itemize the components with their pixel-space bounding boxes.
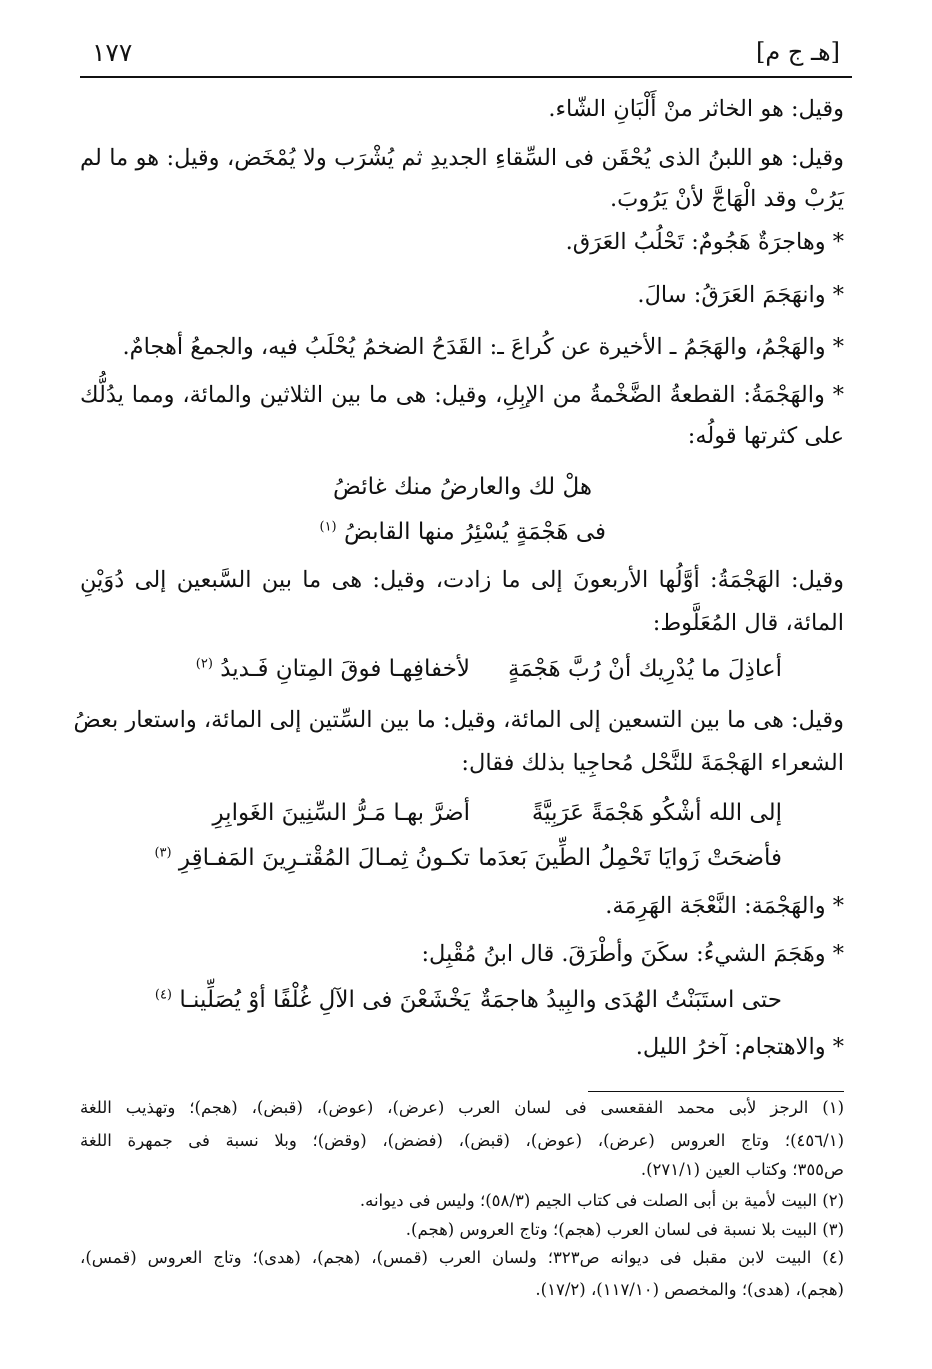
verse-line bbox=[319, 519, 606, 545]
page-number: ١٧٧ bbox=[92, 38, 133, 67]
text-line: * والاهتجام: آخرُ الليل. bbox=[635, 1034, 844, 1060]
text-line: الشعراء الهَجْمَةَ للنَّحْل مُحاجِيا بذلك فقال: bbox=[461, 750, 844, 776]
footnote-line: (٢) البيت لأمية بن أبى الصلت فى كتاب الجيم (٥٨/٣)؛ وليس فى ديوانه. bbox=[359, 1191, 844, 1210]
verse-text: يَخْشَعْنَ فى الآلِ غُلْفًا أوْ يُصَلِّينـا bbox=[179, 987, 470, 1013]
verse-text: لأخفافِهـا فوقَ المِتانِ فَـديدُ bbox=[220, 656, 470, 682]
text-line: على كثرتها قولُه: bbox=[687, 423, 844, 449]
text-line: * والهَجْمُ، والهَجَمُ ـ الأخيرة عن كُراعَ ـ: القَدَحُ الضخمُ يُحْلَبُ فيه، والجمعُ أهجامٌ. bbox=[122, 334, 844, 360]
text-line: * وانهَجَمَ العَرَقُ: سالَ. bbox=[637, 282, 844, 308]
footnote-ref: (٢) bbox=[195, 656, 213, 672]
verse-hemistich-left bbox=[154, 845, 470, 871]
verse-hemistich-left bbox=[170, 656, 470, 682]
verse-text: تكـونُ ثِمـالَ المُقْتـرِينَ المَفـاقِرِ bbox=[178, 845, 470, 871]
verse-hemistich-right: أعاذِلَ ما يُدْرِيك أنْ رُبَّ هَجْمَةٍ bbox=[508, 656, 782, 682]
verse-hemistich-left bbox=[154, 987, 470, 1013]
text-line: * وهَجَمَ الشيءُ: سكَنَ وأطْرَقَ. قال ابنُ مُقْبِل: bbox=[421, 941, 844, 967]
text-line: * والهَجْمَة: النَّعْجَة الهَرِمَة. bbox=[605, 893, 844, 919]
footnote-line: (٤٥٦/١)؛ وتاج العروس (عرض)، (عوض)، (قبض)، (فضض)، (وقض)؛ وبلا نسبة فى جمهرة اللغة bbox=[80, 1131, 844, 1150]
text-line: * وهاجرَةٌ هَجُومٌ: تَحْلُبُ العَرَق. bbox=[565, 229, 844, 255]
text-line: وقيل: الهَجْمَةُ: أوَّلُها الأربعونَ إلى ما زادت، وقيل: هى ما بين السَّبعين إلى دُوَيْنِ bbox=[80, 567, 844, 593]
verse-hemistich-right: فأضحَتْ زَوايَا تَحْمِلُ الطِّينَ بَعدَما bbox=[478, 845, 782, 871]
text-line: يَرُبْ وقد الْهَاجَّ لأنْ يَرُوبَ. bbox=[610, 186, 844, 212]
root-header: [هـ ج م] bbox=[755, 38, 840, 66]
footnote-ref: (٤) bbox=[154, 987, 172, 1003]
text-line: المائة، قال المُعَلَّوط: bbox=[652, 610, 844, 636]
verse-line: هلْ لك والعارضُ منك غائضُ bbox=[333, 474, 592, 500]
text-line: * والهَجْمَةُ: القطعةُ الضَّخْمةُ من الإبِلِ، وقيل: هى ما بين الثلاثين والمائة، ومما يدُلُّك bbox=[80, 382, 844, 408]
text-line: وقيل: هو اللبنُ الذى يُحْقَن فى السِّقاءِ الجديدِ ثم يُشْرَب ولا يُمْخَض، وقيل: هو ما لم bbox=[80, 145, 844, 171]
footnote-line: (٣) البيت بلا نسبة فى لسان العرب (هجم)؛ وتاج العروس (هجم). bbox=[405, 1220, 844, 1239]
verse-text: فى هَجْمَةٍ يُسْئِرُ منها القابضُ bbox=[343, 519, 606, 545]
verse-hemistich-right: إلى الله أشْكُو هَجْمَةً عَرَبِيَّةً bbox=[531, 800, 782, 826]
header-rule bbox=[80, 76, 852, 78]
footnote-line: (هجم)، (هدى)؛ والمخصص (١١٧/١٠)، (١٧/٢). bbox=[535, 1280, 844, 1299]
text-line: وقيل: هى ما بين التسعين إلى المائة، وقيل: ما بين السِّتين إلى المائة، واستعار بعضُ bbox=[73, 707, 844, 733]
footnote-line: (١) الرجز لأبى محمد الفقعسى فى لسان العرب (عرض)، (عوض)، (قبض)، (هجم)؛ وتهذيب اللغة bbox=[80, 1098, 844, 1117]
footnote-line: (٤) البيت لابن مقبل فى ديوانه ص٣٢٣؛ ولسان العرب (قمس)، (هجم)، (هدى)؛ وتاج العروس (قمس)، bbox=[80, 1248, 844, 1267]
footnote-ref: (١) bbox=[319, 519, 337, 535]
footnote-ref: (٣) bbox=[154, 845, 172, 861]
verse-hemistich-left: أضرَّ بهـا مَـرُّ السِّنِينَ الغَوابِرِ bbox=[212, 800, 470, 826]
footnote-line: ص٣٥٥؛ وكتاب العين (٢٧١/١). bbox=[640, 1160, 844, 1179]
verse-hemistich-right: حتى استَبَنْتُ الهُدَى والبِيدُ هاجمَةٌ bbox=[479, 987, 782, 1013]
text-line: وقيل: هو الخاثر منْ أَلْبَانِ الشّاء. bbox=[548, 96, 844, 122]
footnote-rule bbox=[588, 1091, 844, 1092]
